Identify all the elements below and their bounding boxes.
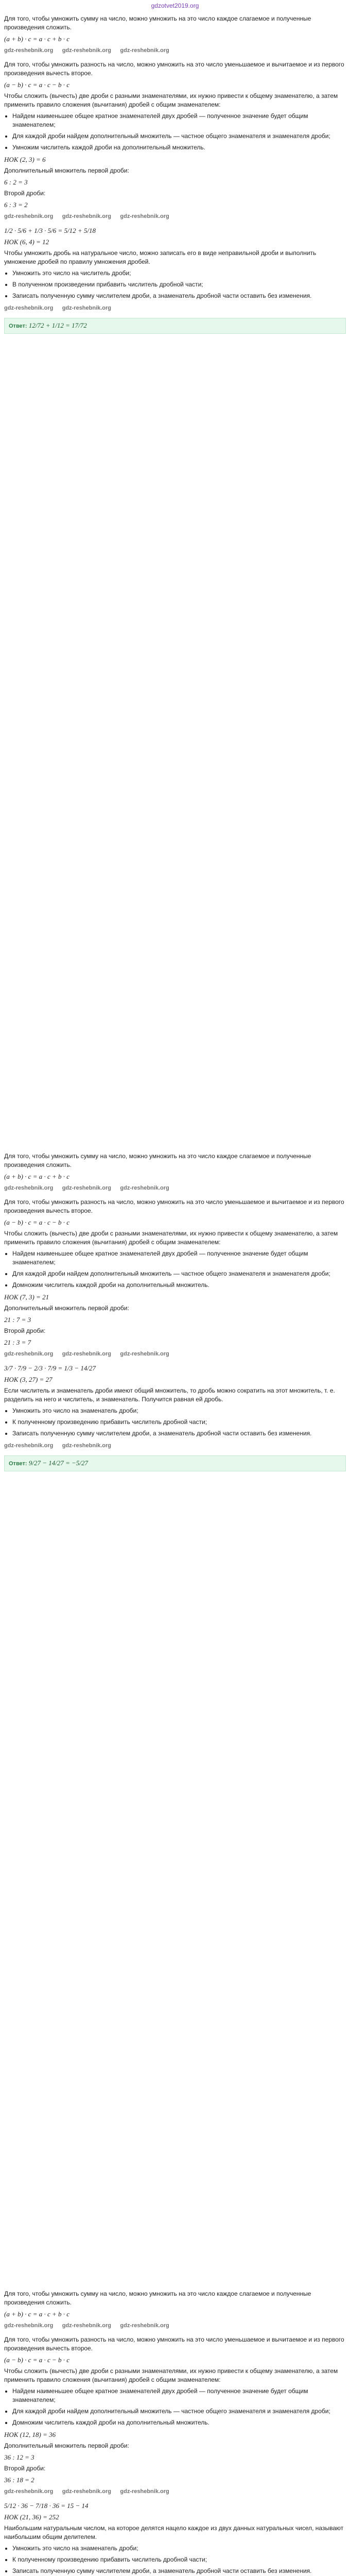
blank-line: [4, 523, 346, 533]
blank-line: [4, 1494, 346, 1503]
sub-bullet-item: • К полученному произведению прибавить числитель дробной части;: [12, 2555, 346, 2564]
sub-bullet-item: • Записать полученную сумму числителем дроби, а знаменатель дробной части оставить без изменения.: [12, 2567, 346, 2575]
blank-line: [4, 1071, 346, 1080]
blank-line: [4, 700, 346, 709]
blank-line: [4, 1578, 346, 1587]
nok-value-2: НОК (3, 27) = 27: [4, 1376, 52, 1383]
watermark: gdz-reshebnik.org: [120, 1185, 169, 1191]
blank-line: [4, 765, 346, 774]
blank-line: [4, 1052, 346, 1061]
blank-line: [4, 598, 346, 607]
bullet-item: • Найдем наименьшее общее кратное знаменателей двух дробей — полученное значение будет общим знаменателем;: [12, 1249, 346, 1267]
sub-bullet-item: • Умножить это число на знаменатель дроби;: [12, 1406, 346, 1415]
blank-line: [4, 857, 346, 867]
multiplier-value-1: 21 : 7 = 3: [4, 1316, 31, 1324]
blank-line: [4, 1744, 346, 1754]
blank-line: [4, 2180, 346, 2190]
blank-line: [4, 1967, 346, 1976]
blank-line: [4, 1689, 346, 1698]
rule-formula: (a + b) · c = a · c + b · c: [4, 2310, 70, 2318]
answer-value: 9/27 − 14/27 = −5/27: [28, 1459, 88, 1467]
blank-line: [4, 2153, 346, 2162]
intro-text: Для того, чтобы умножить сумму на число, можно умножить на это число каждое слагаемое и полученные произведения сложить.: [4, 15, 311, 31]
work-expression: 3/7 · 7/9 − 2/3 · 7/9 = 1/3 − 14/27: [4, 1364, 96, 1372]
blank-line: [4, 1089, 346, 1098]
blank-line: [4, 709, 346, 718]
blank-line: [4, 2217, 346, 2227]
blank-line: [4, 2097, 346, 2106]
sub-bullet-list: [12, 1406, 346, 1438]
blank-line: [4, 1033, 346, 1043]
blank-line: [4, 2088, 346, 2097]
blank-line: [4, 635, 346, 644]
blank-line: [4, 468, 346, 477]
blank-line: [4, 1670, 346, 1680]
blank-line: [4, 2171, 346, 2180]
blank-line: [4, 338, 346, 347]
watermark-row: [4, 1183, 346, 1195]
blank-line: [4, 1856, 346, 1865]
blank-line: [4, 1995, 346, 2004]
answer-label: Ответ:: [9, 323, 27, 329]
blank-line: [4, 1939, 346, 1948]
blank-line: [4, 1006, 346, 1015]
blank-line: [4, 1559, 346, 1568]
watermark: gdz-reshebnik.org: [62, 1443, 112, 1449]
blank-line: [4, 1800, 346, 1809]
blank-line: [4, 2255, 346, 2264]
multiplier-label-1: Дополнительный множитель первой дроби:: [4, 1304, 129, 1312]
blank-line: [4, 1531, 346, 1540]
blank-line: [4, 1948, 346, 1958]
blank-line: [4, 1015, 346, 1024]
blank-line: [4, 579, 346, 588]
blank-line: [4, 1698, 346, 1707]
blank-line: [4, 1108, 346, 1117]
conclusion-text: Наибольшим натуральным числом, на которое делятся нацело каждое из двух данных натуральных чисел, называют наибольшим общим делителем.: [4, 2524, 344, 2540]
blank-line: [4, 2050, 346, 2060]
watermark-row: [4, 303, 346, 315]
watermark: gdz-reshebnik.org: [62, 2323, 112, 2329]
blank-line: [4, 783, 346, 792]
blank-line: [4, 931, 346, 941]
blank-line: [4, 347, 346, 357]
blank-line: [4, 690, 346, 700]
blank-line: [4, 1642, 346, 1652]
note-text: Чтобы сложить (вычесть) две дроби с разными знаменателями, их нужно привести к общему знаменателю, а затем применить правило сложения (вычитания) дробей с общим знаменателем:: [4, 92, 338, 108]
watermark-row: [4, 46, 346, 57]
blank-line: [4, 1605, 346, 1615]
watermark-row: [4, 2487, 346, 2498]
blank-line: [4, 1846, 346, 1856]
blank-line: [4, 570, 346, 579]
blank-line: [4, 1828, 346, 1837]
nok-value: НОК (12, 18) = 36: [4, 2431, 56, 2438]
blank-line: [4, 2245, 346, 2255]
rule-formula: (a + b) · c = a · c + b · c: [4, 35, 70, 43]
blank-line: [4, 1503, 346, 1513]
answer-value: 12/72 + 1/12 = 17/72: [28, 321, 87, 329]
rule-formula: (a + b) · c = a · c + b · c: [4, 1173, 70, 1180]
blank-line: [4, 505, 346, 514]
blank-line: [4, 1791, 346, 1800]
sub-bullet-item: • Умножить это число на числитель дроби;: [12, 269, 346, 278]
multiplier-label-1: Дополнительный множитель первой дроби:: [4, 2442, 129, 2449]
intro-text: Для того, чтобы умножить сумму на число, можно умножить на это число каждое слагаемое и полученные произведения сложить.: [4, 2290, 311, 2306]
blank-line: [4, 607, 346, 616]
blank-line: [4, 885, 346, 894]
sub-bullet-list: [12, 269, 346, 300]
bullet-item: • Для каждой дроби найдем дополнительный множитель — частное общего знаменателя и знаменателя дроби;: [12, 132, 346, 141]
blank-line: [4, 2023, 346, 2032]
bullet-item: • Домножим числитель каждой дроби на дополнительный множитель.: [12, 2418, 346, 2427]
watermark: gdz-reshebnik.org: [4, 305, 54, 311]
blank-line: [4, 2004, 346, 2013]
blank-line: [4, 996, 346, 1006]
multiplier-label-2: Второй дроби:: [4, 1327, 46, 1334]
blank-line: [4, 1587, 346, 1596]
blank-line: [4, 366, 346, 375]
blank-line: [4, 2060, 346, 2069]
blank-line: [4, 2199, 346, 2208]
blank-line: [4, 375, 346, 384]
watermark: gdz-reshebnik.org: [120, 1351, 169, 1357]
filler-lines: [4, 1476, 346, 2282]
blank-line: [4, 755, 346, 765]
blank-line: [4, 1540, 346, 1550]
watermark: gdz-reshebnik.org: [120, 213, 169, 219]
multiplier-label-2: Второй дроби:: [4, 2465, 46, 2472]
watermark-row: [4, 2321, 346, 2332]
blank-line: [4, 1763, 346, 1772]
blank-line: [4, 829, 346, 839]
blank-line: [4, 978, 346, 987]
blank-line: [4, 811, 346, 820]
blank-line: [4, 2032, 346, 2041]
blank-line: [4, 1772, 346, 1782]
blank-line: [4, 394, 346, 403]
blank-line: [4, 1726, 346, 1735]
bullet-item: • Домножим числитель каждой дроби на дополнительный множитель.: [12, 1281, 346, 1290]
watermark: gdz-reshebnik.org: [4, 2488, 54, 2495]
blank-line: [4, 1126, 346, 1136]
solution-block: [2, 1150, 348, 2287]
blank-line: [4, 588, 346, 598]
nok-value-2: НОК (21, 36) = 252: [4, 2513, 59, 2521]
rule-formula-2: (a − b) · c = a · c − b · c: [4, 81, 70, 89]
blank-line: [4, 1568, 346, 1578]
blank-line: [4, 1550, 346, 1559]
blank-line: [4, 1893, 346, 1902]
solution-block: [2, 2287, 348, 2576]
nok-value-2: НОК (6, 4) = 12: [4, 238, 49, 246]
blank-line: [4, 950, 346, 959]
blank-line: [4, 969, 346, 978]
blank-line: [4, 2125, 346, 2134]
blank-line: [4, 774, 346, 783]
multiplier-value-2: 36 : 18 = 2: [4, 2476, 34, 2484]
blank-line: [4, 848, 346, 857]
blank-line: [4, 551, 346, 561]
blank-line: [4, 941, 346, 950]
multiplier-value-1: 36 : 12 = 3: [4, 2453, 34, 2461]
blank-line: [4, 1043, 346, 1052]
blank-line: [4, 561, 346, 570]
blank-line: [4, 681, 346, 690]
blank-line: [4, 486, 346, 496]
blank-line: [4, 1615, 346, 1624]
blank-line: [4, 913, 346, 922]
multiplier-value-2: 21 : 3 = 7: [4, 1338, 31, 1346]
blank-line: [4, 1024, 346, 1033]
blank-line: [4, 1976, 346, 1986]
blank-line: [4, 1624, 346, 1633]
bullet-list: [12, 2387, 346, 2427]
blank-line: [4, 1513, 346, 1522]
blank-line: [4, 1884, 346, 1893]
blank-line: [4, 2208, 346, 2217]
watermark: gdz-reshebnik.org: [120, 47, 169, 54]
blank-line: [4, 431, 346, 440]
blank-line: [4, 477, 346, 486]
blank-line: [4, 839, 346, 848]
steps-text: Для того, чтобы умножить разность на число, можно умножить на это число уменьшаемое и вычитаемое и из первого произведения вычесть второе.: [4, 1198, 344, 1214]
blank-line: [4, 867, 346, 876]
blank-line: [4, 1661, 346, 1670]
blank-line: [4, 1809, 346, 1819]
blank-line: [4, 421, 346, 431]
blank-line: [4, 1958, 346, 1967]
nok-value: НОК (2, 3) = 6: [4, 156, 46, 163]
blank-line: [4, 2013, 346, 2023]
blank-line: [4, 1874, 346, 1884]
blank-line: [4, 1680, 346, 1689]
rule-formula-2: (a − b) · c = a · c − b · c: [4, 2356, 70, 2364]
blank-line: [4, 496, 346, 505]
sub-bullet-item: • Записать полученную сумму числителем дроби, а знаменатель дробной части оставить без изменения.: [12, 292, 346, 300]
watermark: gdz-reshebnik.org: [62, 1185, 112, 1191]
blank-line: [4, 1652, 346, 1661]
watermark: gdz-reshebnik.org: [62, 1351, 112, 1357]
conclusion-text: Если числитель и знаменатель дроби имеют общий множитель, то дробь можно сократить на этот множитель, т. е. разделить на него и числитель, и знаменатель. Получится равная ей дробь.: [4, 1387, 335, 1403]
intro-text: Для того, чтобы умножить сумму на число, можно умножить на это число каждое слагаемое и полученные произведения сложить.: [4, 1153, 311, 1168]
site-title[interactable]: gdzotvet2019.org: [151, 2, 199, 9]
blank-line: [4, 1136, 346, 1145]
blank-line: [4, 1717, 346, 1726]
blank-line: [4, 653, 346, 663]
nok-value: НОК (7, 3) = 21: [4, 1293, 49, 1301]
blank-line: [4, 987, 346, 996]
watermark: gdz-reshebnik.org: [62, 213, 112, 219]
work-expression: 1/2 · 5/6 + 1/3 · 5/6 = 5/12 + 5/18: [4, 227, 96, 234]
bullet-item: • Для каждой дроби найдем дополнительный множитель — частное общего знаменателя и знаменателя дроби;: [12, 2407, 346, 2416]
filler-lines: [4, 338, 346, 1145]
answer-box: [4, 318, 346, 334]
bullet-item: • Для каждой дроби найдем дополнительный множитель — частное общего знаменателя и знаменателя дроби;: [12, 1269, 346, 1278]
watermark: gdz-reshebnik.org: [4, 213, 54, 219]
blank-line: [4, 1485, 346, 1494]
blank-line: [4, 663, 346, 672]
blank-line: [4, 1707, 346, 1717]
steps-text: Для того, чтобы умножить разность на число, можно умножить на это число уменьшаемое и вычитаемое и из первого произведения вычесть второе.: [4, 2336, 344, 2352]
blank-line: [4, 1930, 346, 1939]
blank-line: [4, 1986, 346, 1995]
blank-line: [4, 672, 346, 681]
watermark: gdz-reshebnik.org: [4, 1351, 54, 1357]
blank-line: [4, 440, 346, 449]
watermark-row: [4, 1349, 346, 1361]
blank-line: [4, 727, 346, 737]
bullet-list: [12, 1249, 346, 1290]
blank-line: [4, 746, 346, 755]
watermark: gdz-reshebnik.org: [62, 47, 112, 54]
work-expression: 5/12 · 36 − 7/18 · 36 = 15 − 14: [4, 2502, 89, 2510]
blank-line: [4, 625, 346, 635]
sub-bullet-item: • В полученном произведении прибавить числитель дробной части;: [12, 280, 346, 289]
blank-line: [4, 2115, 346, 2125]
multiplier-value-2: 6 : 3 = 2: [4, 201, 28, 209]
blank-line: [4, 357, 346, 366]
blank-line: [4, 820, 346, 829]
blank-line: [4, 904, 346, 913]
sub-bullet-item: • Умножить это число на знаменатель дроби;: [12, 2544, 346, 2553]
blank-line: [4, 894, 346, 904]
watermark-row: [4, 212, 346, 223]
blank-line: [4, 2143, 346, 2153]
blank-line: [4, 1476, 346, 1485]
bullet-item: • Найдем наименьшее общее кратное знаменателей двух дробей — полученное значение будет общим знаменателем;: [12, 2387, 346, 2404]
blank-line: [4, 1633, 346, 1642]
blank-line: [4, 384, 346, 394]
blank-line: [4, 2236, 346, 2245]
answer-box: [4, 1455, 346, 1471]
bullet-item: • Умножим числитель каждой дроби на дополнительный множитель.: [12, 143, 346, 152]
watermark: gdz-reshebnik.org: [120, 2323, 169, 2329]
blank-line: [4, 2041, 346, 2050]
sub-bullet-item: • К полученному произведению прибавить числитель дробной части;: [12, 1418, 346, 1427]
blank-line: [4, 533, 346, 542]
bullet-item: • Найдем наименьшее общее кратное знаменателей двух дробей — полученное значение будет общим знаменателем;: [12, 112, 346, 129]
watermark: gdz-reshebnik.org: [4, 1185, 54, 1191]
blank-line: [4, 1782, 346, 1791]
blank-line: [4, 2069, 346, 2078]
watermark: gdz-reshebnik.org: [4, 2323, 54, 2329]
blank-line: [4, 1061, 346, 1071]
blank-line: [4, 2264, 346, 2273]
watermark: gdz-reshebnik.org: [62, 2488, 112, 2495]
blank-line: [4, 2078, 346, 2088]
blank-line: [4, 1902, 346, 1911]
multiplier-value-1: 6 : 2 = 3: [4, 178, 28, 186]
solutions-list: [2, 12, 348, 2576]
blank-line: [4, 2106, 346, 2115]
blank-line: [4, 2190, 346, 2199]
watermark: gdz-reshebnik.org: [4, 1443, 54, 1449]
blank-line: [4, 1921, 346, 1930]
blank-line: [4, 542, 346, 551]
blank-line: [4, 802, 346, 811]
sub-bullet-list: [12, 2544, 346, 2575]
bullet-list: [12, 112, 346, 152]
watermark-row: [4, 1441, 346, 1452]
blank-line: [4, 1735, 346, 1744]
blank-line: [4, 616, 346, 625]
note-text: Чтобы сложить (вычесть) две дроби с разными знаменателями, их нужно привести к общему знаменателю, а затем применить правило сложения (вычитания) дробей с общим знаменателем:: [4, 2367, 338, 2383]
blank-line: [4, 2273, 346, 2282]
blank-line: [4, 1837, 346, 1846]
sub-bullet-item: • Записать полученную сумму числителем дроби, а знаменатель дробной части оставить без изменения.: [12, 1429, 346, 1438]
blank-line: [4, 1117, 346, 1126]
blank-line: [4, 449, 346, 459]
blank-line: [4, 1522, 346, 1531]
blank-line: [4, 1596, 346, 1605]
blank-line: [4, 959, 346, 969]
blank-line: [4, 644, 346, 653]
solution-block: [2, 12, 348, 1150]
answer-label: Ответ:: [9, 1461, 27, 1467]
site-header: [2, 0, 348, 12]
blank-line: [4, 1819, 346, 1828]
blank-line: [4, 1754, 346, 1763]
blank-line: [4, 876, 346, 885]
blank-line: [4, 922, 346, 931]
blank-line: [4, 718, 346, 727]
blank-line: [4, 514, 346, 523]
blank-line: [4, 412, 346, 421]
blank-line: [4, 1865, 346, 1874]
blank-line: [4, 737, 346, 746]
blank-line: [4, 2134, 346, 2143]
watermark: gdz-reshebnik.org: [4, 47, 54, 54]
blank-line: [4, 459, 346, 468]
note-text: Чтобы сложить (вычесть) две дроби с разными знаменателями, их нужно привести к общему знаменателю, а затем применить правило сложения (вычитания) дробей с общим знаменателем:: [4, 1230, 338, 1246]
watermark: gdz-reshebnik.org: [62, 305, 112, 311]
blank-line: [4, 403, 346, 412]
watermark: gdz-reshebnik.org: [120, 2488, 169, 2495]
blank-line: [4, 1098, 346, 1108]
conclusion-text: Чтобы умножить дробь на натуральное число, можно записать его в виде неправильной дроби и выполнить умножение дробей по правилу умножения дробей.: [4, 249, 317, 265]
blank-line: [4, 792, 346, 802]
blank-line: [4, 2227, 346, 2236]
blank-line: [4, 1080, 346, 1089]
blank-line: [4, 1911, 346, 1921]
multiplier-label-1: Дополнительный множитель первой дроби:: [4, 167, 129, 174]
rule-formula-2: (a − b) · c = a · c − b · c: [4, 1218, 70, 1226]
blank-line: [4, 2162, 346, 2171]
multiplier-label-2: Второй дроби:: [4, 190, 46, 197]
steps-text: Для того, чтобы умножить разность на число, можно умножить на это число уменьшаемое и вычитаемое и из первого произведения вычесть второе.: [4, 61, 344, 77]
